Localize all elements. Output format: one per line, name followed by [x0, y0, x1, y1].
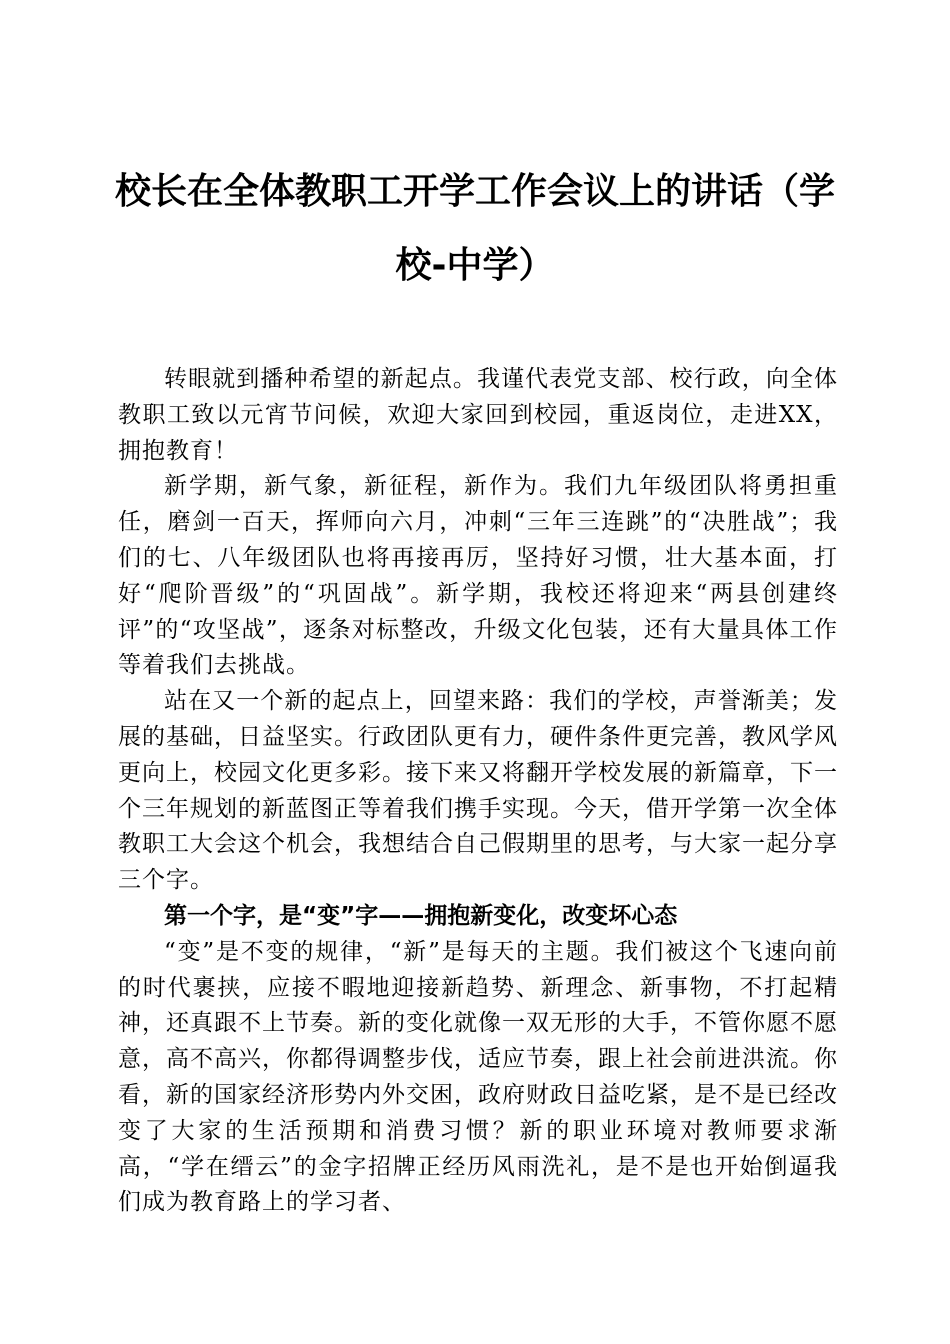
paragraph-3: 站在又一个新的起点上，回望来路：我们的学校，声誉渐美；发展的基础，日益坚实。行政团队更有力，硬件条件更完善，教风学风更向上，校园文化更多彩。接下来又将翻开学校发展的新篇章，下一个三年规划的新蓝图正等着我们携手实现。今天，借开学第一次全体教职工大会这个机会，我想结合自己假期里的思考，与大家一起分享三个字。 [118, 688, 838, 894]
document-title-line-1: 校长在全体教职工开学工作会议上的讲话（学 [114, 171, 835, 212]
document-title-line-2: 校-中学） [395, 245, 555, 286]
paragraph-4: “变”是不变的规律，“新”是每天的主题。我们被这个飞速向前的时代裹挟，应接不暇地迎接新趋势、新理念、新事物，不打起精神，还真跟不上节奏。新的变化就像一双无形的大手，不管你愿不愿意，高不高兴，你都得调整步伐，适应节奏，跟上社会前进洪流。你看，新的国家经济形势内外交困，政府财政日益吃紧，是不是已经改变了大家的生活预期和消费习惯？新的职业环境对教师要求渐高，“学在缙云”的金字招牌正经历风雨洗礼，是不是也开始倒逼我们成为教育路上的学习者、 [118, 938, 838, 1216]
paragraph-1: 转眼就到播种希望的新起点。我谨代表党支部、校行政，向全体教职工致以元宵节问候，欢迎大家回到校园，重返岗位，走进XX，拥抱教育！ [118, 366, 838, 464]
section-heading: 第一个字，是“变”字——拥抱新变化，改变坏心态 [164, 902, 678, 929]
paragraph-2: 新学期，新气象，新征程，新作为。我们九年级团队将勇担重任，磨剑一百天，挥师向六月，冲刺“三年三连跳”的“决胜战”；我们的七、八年级团队也将再接再厉，坚持好习惯，壮大基本面，打好“爬阶晋级”的“巩固战”。新学期，我校还将迎来“两县创建终评”的“攻坚战”，逐条对标整改，升级文化包装，还有大量具体工作等着我们去挑战。 [118, 473, 838, 679]
document-body [118, 362, 838, 1221]
